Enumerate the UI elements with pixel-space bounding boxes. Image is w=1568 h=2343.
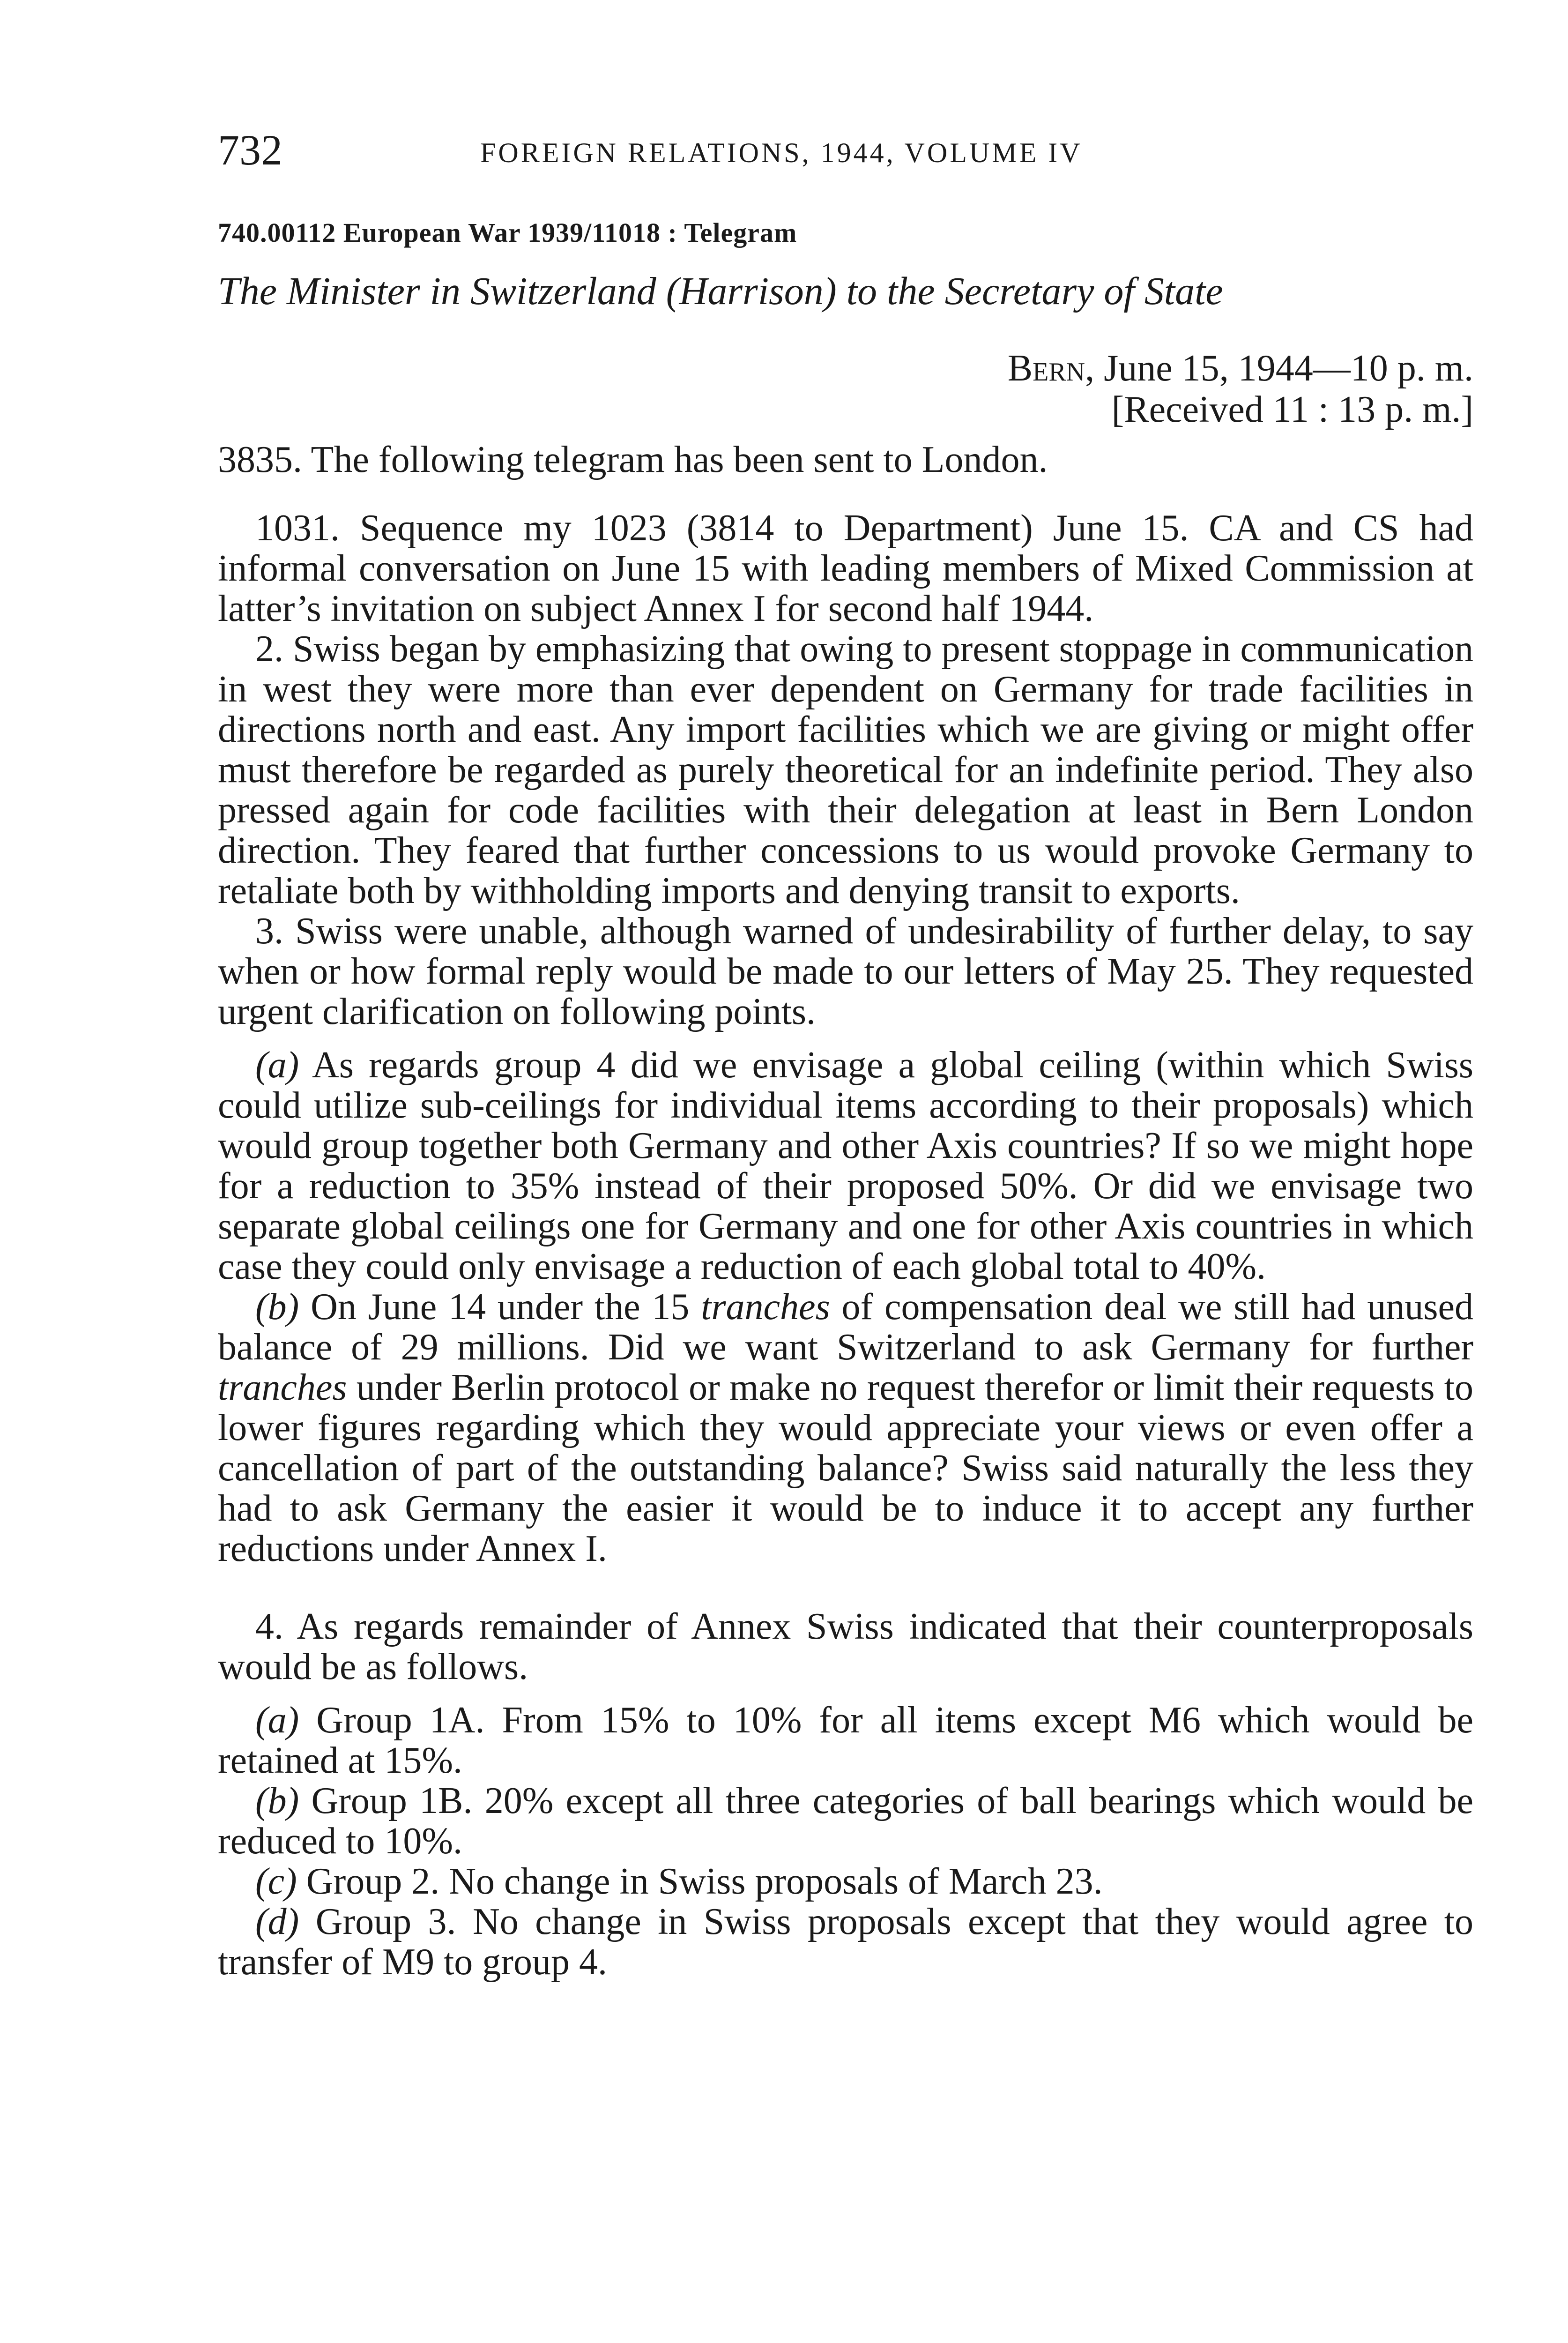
paragraph-4: 4. As regards remainder of Annex Swiss indicated that their counterproposals would be as follows. bbox=[218, 1606, 1473, 1687]
received-note: [Received 11 : 13 p. m.] bbox=[1111, 389, 1473, 430]
dateline-date: , June 15, 1944—10 p. m. bbox=[1085, 348, 1473, 389]
label-3a: (a) bbox=[255, 1045, 299, 1086]
text-4d: Group 3. No change in Swiss proposals except that they would agree to transfer of M9 to group 4. bbox=[218, 1901, 1473, 1983]
label-4c: (c) bbox=[255, 1861, 297, 1902]
paragraph-1031: 1031. Sequence my 1023 (3814 to Department) June 15. CA and CS had informal conversation on June 15 with leading members of Mixed Commission at latter’s invitation on subject Annex I for second half 1944. bbox=[218, 507, 1473, 629]
label-4d: (d) bbox=[255, 1901, 299, 1942]
paragraph-4c bbox=[218, 1861, 1473, 1902]
telegram-body bbox=[218, 440, 1473, 1982]
text-3b-part3: under Berlin protocol or make no request therefor or limit their requests to lower figures regarding which they would appreciate your views or even offer a cancellation of part of the outstanding balance? Swiss said naturally the less they had to ask Germany the easier it would be to induce it to accept any further reductions under Annex I. bbox=[218, 1367, 1473, 1569]
paragraph-4d bbox=[218, 1902, 1473, 1982]
text-3a: As regards group 4 did we envisage a global ceiling (within which Swiss could utilize sub-ceilings for individual items according to their proposals) which would group together both Germany and other Axis countries? If so we might hope for a reduction to 35% instead of their proposed 50%. Or did we envisage two separate global ceilings one for Germany and one for other Axis countries in which case they could only envisage a reduction of each global total to 40%. bbox=[218, 1045, 1473, 1287]
paragraph-3b bbox=[218, 1287, 1473, 1569]
label-4b: (b) bbox=[255, 1780, 299, 1821]
document-title: The Minister in Switzerland (Harrison) to the Secretary of State bbox=[218, 269, 1223, 313]
text-4a: Group 1A. From 15% to 10% for all items except M6 which would be retained at 15%. bbox=[218, 1700, 1473, 1781]
paragraph-2: 2. Swiss began by emphasizing that owing to present stoppage in communication in west they were more than ever dependent on Germany for trade facilities in directions north and east. Any import facilities which we are giving or might offer must therefore be regarded as purely theoretical for an indefinite period. They also pressed again for code facilities with their delegation at least in Bern London direction. They feared that further concessions to us would provoke Germany to retaliate both by withholding imports and denying transit to exports. bbox=[218, 628, 1473, 911]
text-3b-emphasis-1: tranches bbox=[701, 1286, 830, 1328]
page-number: 732 bbox=[218, 126, 282, 174]
running-header bbox=[218, 127, 1473, 178]
text-3b-emphasis-2: tranches bbox=[218, 1367, 347, 1408]
document-page bbox=[218, 127, 1473, 1982]
label-3b: (b) bbox=[255, 1286, 299, 1328]
dateline bbox=[218, 348, 1473, 389]
file-reference: 740.00112 European War 1939/11018 : Telegram bbox=[218, 217, 797, 248]
text-3b-part1: On June 14 under the 15 bbox=[299, 1286, 701, 1328]
text-4c: Group 2. No change in Swiss proposals of March 23. bbox=[297, 1861, 1103, 1902]
paragraph-4b bbox=[218, 1781, 1473, 1861]
paragraph-3a bbox=[218, 1045, 1473, 1287]
dateline-city: Bern bbox=[1007, 348, 1085, 389]
paragraph-3: 3. Swiss were unable, although warned of undesirability of further delay, to say when or how formal reply would be made to our letters of May 25. They requested urgent clarification on following points. bbox=[218, 910, 1473, 1032]
text-3b-part2: of compensation deal we still had unused balance of 29 millions. Did we want Switzerland to ask Germany for further bbox=[218, 1286, 1473, 1368]
running-title: FOREIGN RELATIONS, 1944, VOLUME IV bbox=[480, 137, 1083, 168]
paragraph-4a bbox=[218, 1700, 1473, 1781]
label-4a: (a) bbox=[255, 1700, 299, 1741]
text-4b: Group 1B. 20% except all three categories of ball bearings which would be reduced to 10%. bbox=[218, 1780, 1473, 1862]
intro-paragraph: 3835. The following telegram has been sent to London. bbox=[218, 439, 1048, 480]
